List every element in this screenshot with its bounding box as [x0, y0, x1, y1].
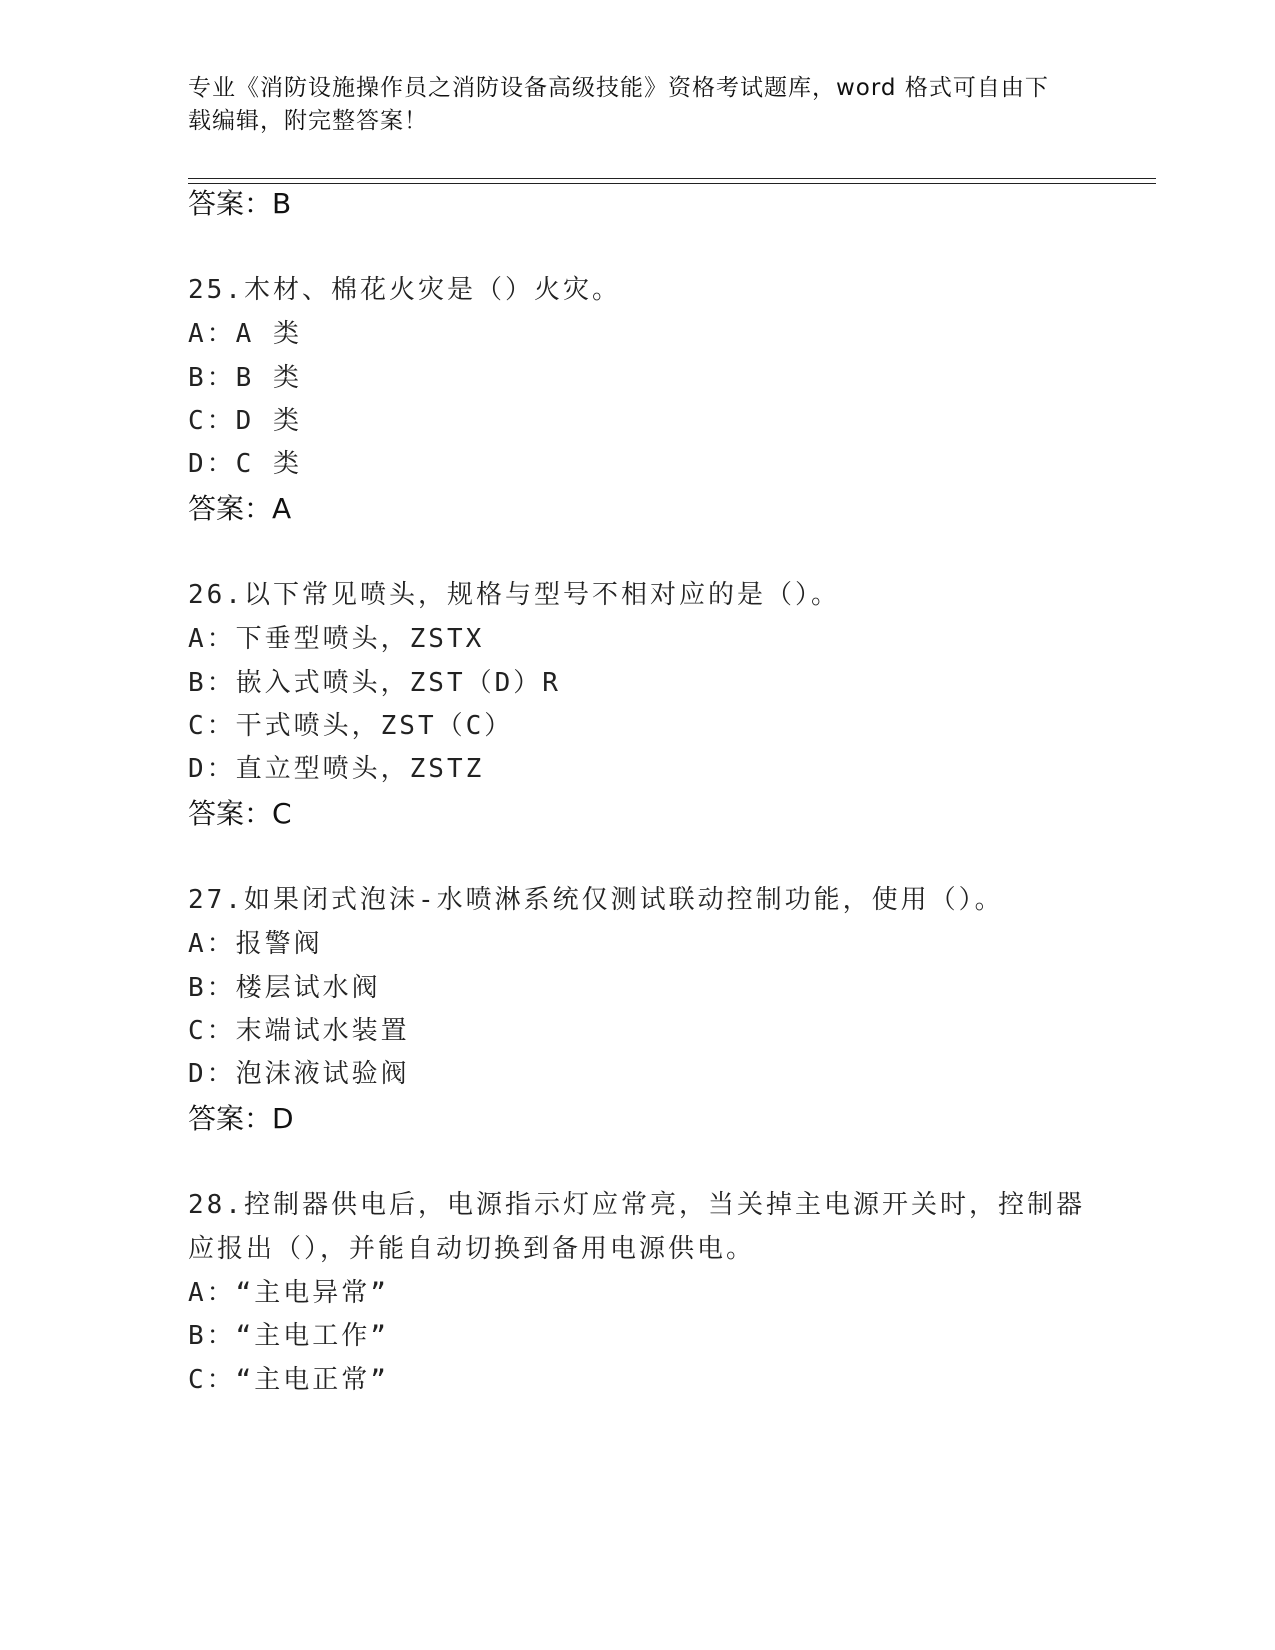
- header-line-1: 专业《消防设施操作员之消防设备高级技能》资格考试题库，word 格式可自由下: [188, 75, 1049, 101]
- question-27-option-c: C：末端试水装置: [188, 1016, 410, 1046]
- question-26-stem: 26.以下常见喷头，规格与型号不相对应的是（）。: [188, 580, 840, 610]
- question-28-stem-line-1: 28.控制器供电后，电源指示灯应常亮，当关掉主电源开关时，控制器: [188, 1190, 1085, 1220]
- question-26-option-c: C：干式喷头，ZST（C）: [188, 711, 514, 741]
- question-28-option-a: A：“主电异常”: [188, 1278, 389, 1308]
- question-25-option-a: A：A 类: [188, 319, 302, 349]
- answer-24: 答案：B: [188, 187, 292, 220]
- header-line-2: 载编辑，附完整答案！: [188, 108, 428, 134]
- question-25-option-c: C：D 类: [188, 406, 302, 436]
- document-header: [188, 72, 1088, 138]
- header-divider-bottom: [188, 183, 1156, 184]
- question-26-option-a: A：下垂型喷头，ZSTX: [188, 624, 485, 654]
- question-26-option-d: D：直立型喷头，ZSTZ: [188, 754, 485, 784]
- question-25-option-d: D：C 类: [188, 449, 302, 479]
- question-27-stem: 27.如果闭式泡沫-水喷淋系统仅测试联动控制功能，使用（）。: [188, 885, 1004, 915]
- question-28-stem-line-2: 应报出（），并能自动切换到备用电源供电。: [188, 1234, 756, 1264]
- answer-25: 答案：A: [188, 492, 292, 525]
- question-26-option-b: B：嵌入式喷头，ZST（D）R: [188, 668, 561, 698]
- question-25-option-b: B：B 类: [188, 363, 302, 393]
- header-divider-top: [188, 178, 1156, 179]
- question-27-option-d: D：泡沫液试验阀: [188, 1059, 410, 1089]
- answer-26: 答案：C: [188, 797, 292, 830]
- question-25-stem: 25.木材、棉花火灾是（）火灾。: [188, 275, 621, 305]
- question-28-option-b: B：“主电工作”: [188, 1321, 389, 1351]
- question-28-option-c: C：“主电正常”: [188, 1365, 389, 1395]
- question-27-option-a: A：报警阀: [188, 929, 323, 959]
- question-27-option-b: B：楼层试水阀: [188, 973, 381, 1003]
- answer-27: 答案：D: [188, 1102, 294, 1135]
